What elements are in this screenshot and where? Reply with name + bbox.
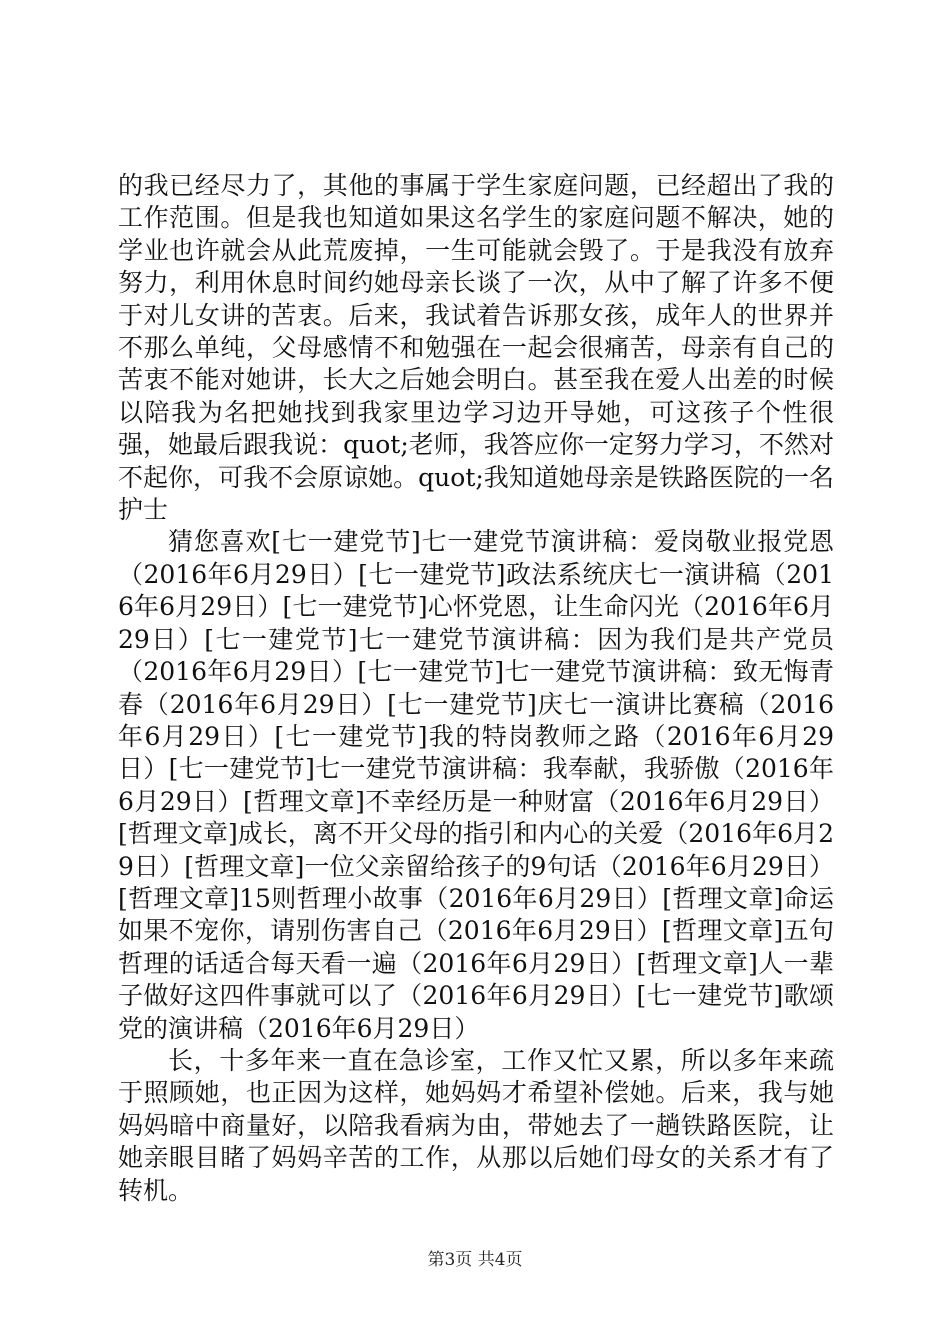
paragraph-1: 的我已经尽力了，其他的事属于学生家庭问题，已经超出了我的工作范围。但是我也知道如果这名学生的家庭问题不解决，她的学业也许就会从此荒废掉，一生可能就会毁了。于是我没有放弃努力，利用休息时间约她母亲长谈了一次，从中了解了许多不便于对儿女讲的苦衷。后来，我试着告诉那女孩，成年人的世界并不那么单纯，父母感情不和勉强在一起会很痛苦，母亲有自己的苦衷不能对她讲，长大之后她会明白。甚至我在爱人出差的时候以陪我为名把她找到我家里边学习边开导她，可这孩子个性很强，她最后跟我说：quot;老师，我答应你一定努力学习，不然对不起你，可我不会原谅她。quot;我知道她母亲是铁路医院的一名护士	[118, 171, 834, 525]
paragraph-2-related-articles: 猜您喜欢[七一建党节]七一建党节演讲稿：爱岗敬业报党恩（2016年6月29日）[七一建党节]政法系统庆七一演讲稿（2016年6月29日）[七一建党节]心怀党恩，让生命闪光（2016年6月29日）[七一建党节]七一建党节演讲稿：因为我们是共产党员（2016年6月29日）[七一建党节]七一建党节演讲稿：致无悔青春（2016年6月29日）[七一建党节]庆七一演讲比赛稿（2016年6月29日）[七一建党节]我的特岗教师之路（2016年6月29日）[七一建党节]七一建党节演讲稿：我奉献，我骄傲（2016年6月29日）[哲理文章]不幸经历是一种财富（2016年6月29日）[哲理文章]成长，离不开父母的指引和内心的关爱（2016年6月29日）[哲理文章]一位父亲留给孩子的9句话（2016年6月29日）[哲理文章]15则哲理小故事（2016年6月29日）[哲理文章]命运如果不宠你，请别伤害自己（2016年6月29日）[哲理文章]五句哲理的话适合每天看一遍（2016年6月29日）[哲理文章]人一辈子做好这四件事就可以了（2016年6月29日）[七一建党节]歌颂党的演讲稿（2016年6月29日）	[118, 527, 834, 1043]
document-body	[118, 170, 834, 1207]
paragraph-3: 长，十多年来一直在急诊室，工作又忙又累，所以多年来疏于照顾她，也正因为这样，她妈妈才希望补偿她。后来，我与她妈妈暗中商量好，以陪我看病为由，带她去了一趟铁路医院，让她亲眼目睹了妈妈辛苦的工作，从那以后她们母女的关系才有了转机。	[118, 1045, 834, 1205]
page-footer: 第3页 共4页	[427, 1250, 523, 1270]
